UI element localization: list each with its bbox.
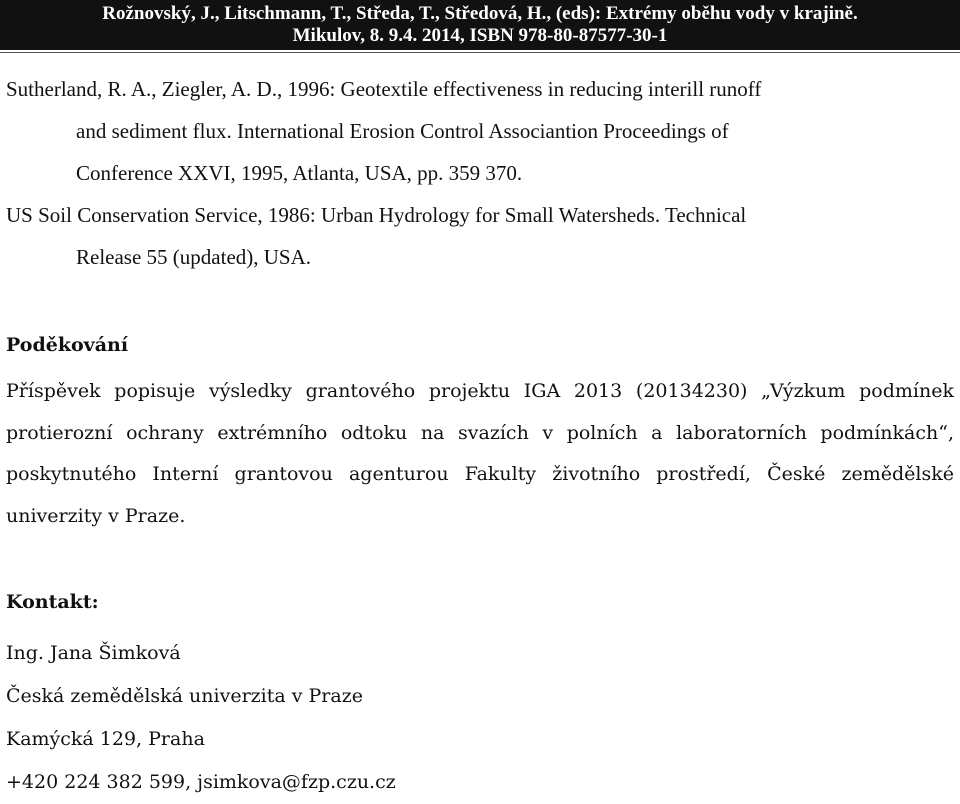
running-header	[0, 0, 960, 50]
header-divider	[0, 52, 960, 53]
reference-first-line: US Soil Conservation Service, 1986: Urban Hydrology for Small Watersheds. Technical	[6, 203, 747, 227]
contact-name: Ing. Jana Šimková	[6, 642, 181, 664]
contact-institution: Česká zemědělská univerzita v Praze	[6, 685, 363, 707]
header-citation-line: Rožnovský, J., Litschmann, T., Středa, T., Středová, H., (eds): Extrémy oběhu vody v krajině.	[102, 3, 858, 24]
reference-continuation: Release 55 (updated), USA.	[76, 245, 312, 269]
contact-heading: Kontakt:	[6, 591, 99, 613]
reference-list	[6, 68, 956, 278]
acknowledgement-paragraph: Příspěvek popisuje výsledky grantového projektu IGA 2013 (20134230) „Výzkum podmínek protierozní ochrany extrémního odtoku na svazích v polních a laboratorních podmínkách“, poskytnutého Interní grantovou agenturou Fakulty životního prostředí, České zemědělské univerzity v Praze.	[6, 380, 954, 527]
contact-block	[6, 632, 954, 804]
reference-item	[6, 68, 956, 194]
reference-continuation: Conference XXVI, 1995, Atlanta, USA, pp. 359 370.	[76, 161, 523, 185]
reference-continuation: and sediment flux. International Erosion Control Associantion Proceedings of	[76, 119, 729, 143]
reference-item	[6, 194, 956, 278]
contact-phone-email: +420 224 382 599, jsimkova@fzp.czu.cz	[6, 771, 396, 793]
acknowledgement-heading: Poděkování	[6, 334, 129, 356]
reference-first-line: Sutherland, R. A., Ziegler, A. D., 1996: Geotextile effectiveness in reducing interill runoff	[6, 77, 762, 101]
header-isbn-line: Mikulov, 8. 9.4. 2014, ISBN 978-80-87577-30-1	[292, 25, 668, 46]
contact-address: Kamýcká 129, Praha	[6, 728, 205, 750]
